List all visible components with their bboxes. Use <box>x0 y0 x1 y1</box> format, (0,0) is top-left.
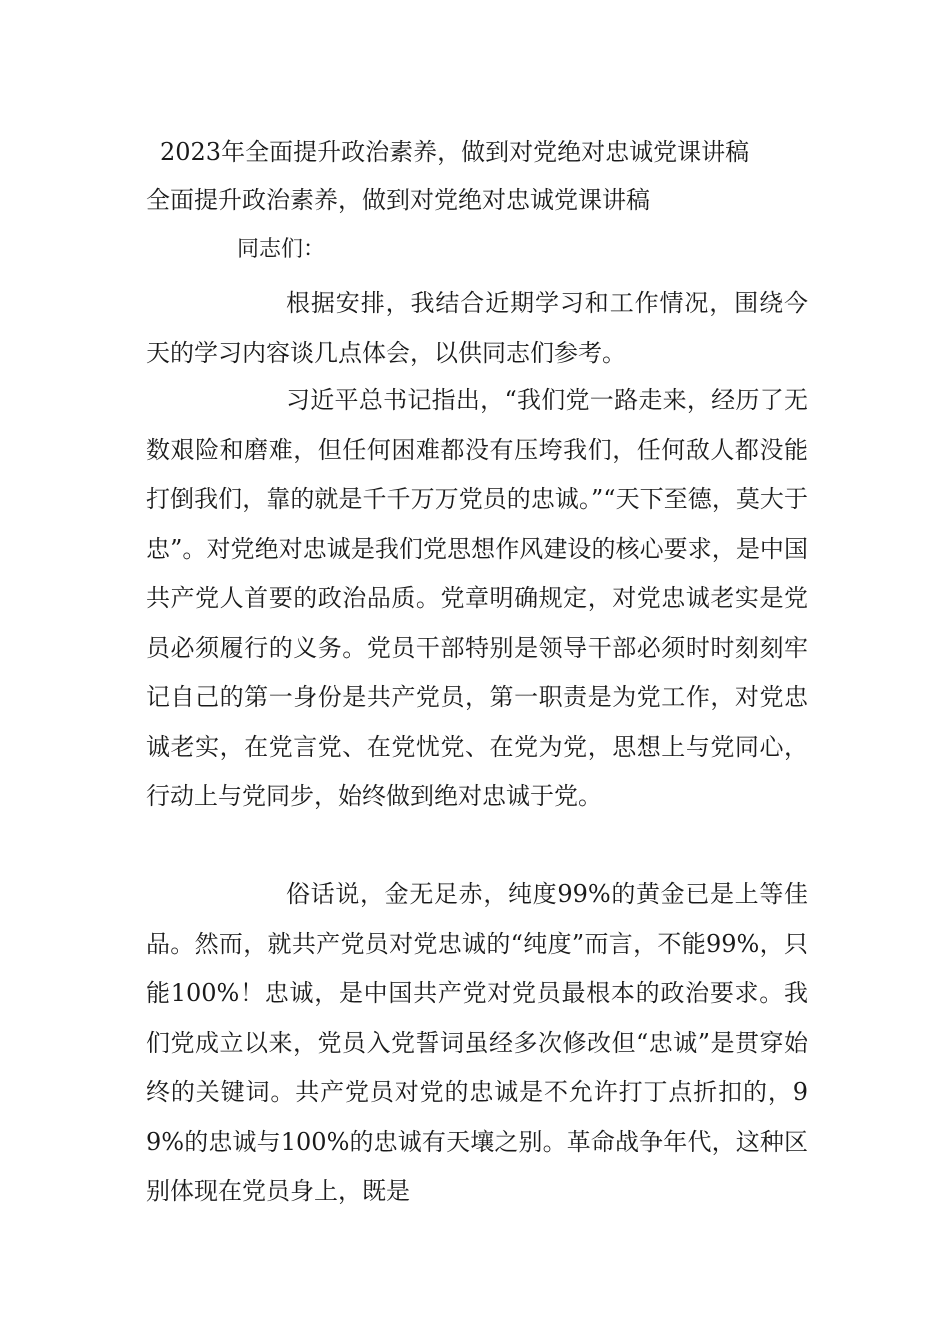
paragraph: 俗话说，金无足赤，纯度99%的黄金已是上等佳品。然而，就共产党员对党忠诚的“纯度”而言，不能99%，只能100%！忠诚，是中国共产党对党员最根本的政治要求。我们党成立以来，党员入党誓词虽经多次修改但“忠诚”是贯穿始终的关键词。共产党员对党的忠诚是不允许打丁点折扣的，99%的忠诚与100%的忠诚有天壤之别。革命战争年代，这种区别体现在党员身上，既是 <box>146 880 808 1205</box>
paragraph: 习近平总书记指出，“我们党一路走来，经历了无数艰险和磨难，但任何困难都没有压垮我们，任何敌人都没能打倒我们，靠的就是千千万万党员的忠诚。”“天下至德，莫大于忠”。对党绝对忠诚是我们党思想作风建设的核心要求，是中国共产党人首要的政治品质。党章明确规定，对党忠诚老实是党员必须履行的义务。党员干部特别是领导干部必须时时刻刻牢记自己的第一身份是共产党员，第一职责是为党工作，对党忠诚老实，在党言党、在党忧党、在党为党，思想上与党同心，行动上与党同步，始终做到绝对忠诚于党。 <box>146 386 808 810</box>
document-title: 2023年全面提升政治素养，做到对党绝对忠诚党课讲稿 <box>160 138 750 166</box>
document-subtitle: 全面提升政治素养，做到对党绝对忠诚党课讲稿 <box>146 186 650 214</box>
paragraph: 根据安排，我结合近期学习和工作情况，围绕今天的学习内容谈几点体会，以供同志们参考。 <box>146 289 808 367</box>
greeting: 同志们： <box>237 237 326 262</box>
